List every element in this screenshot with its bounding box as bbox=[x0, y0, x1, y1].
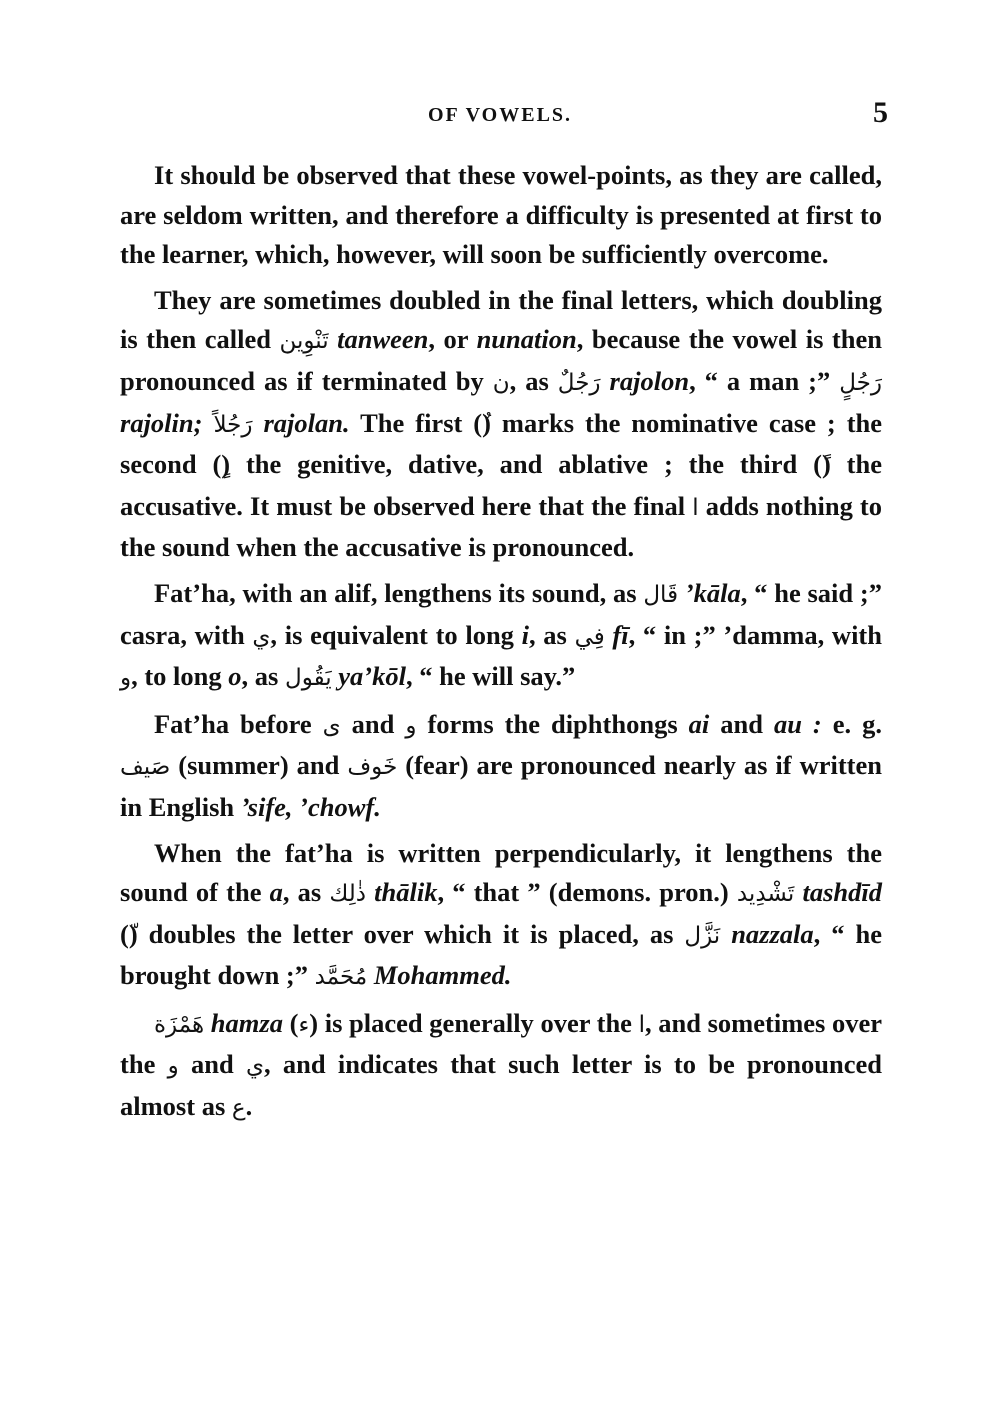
arabic-word: رَجُلٍ bbox=[839, 369, 882, 396]
paragraph bbox=[120, 1004, 882, 1129]
arabic-word: ن bbox=[492, 369, 510, 396]
text-run: (fear) are pronounced nearly as if written in English bbox=[120, 750, 883, 822]
italic-text: rajolon bbox=[600, 365, 690, 396]
italic-text: au : bbox=[773, 708, 822, 739]
italic-text: tashdīd bbox=[794, 877, 882, 908]
italic-text: Mohammed. bbox=[367, 960, 512, 991]
text-run: , to long bbox=[131, 661, 229, 692]
text-run: , as bbox=[529, 619, 575, 650]
text-run: When the fat’ha is written perpendicularly, it lengthens the sound of the bbox=[120, 837, 882, 908]
arabic-word: قَال bbox=[643, 581, 679, 608]
text-run: and bbox=[178, 1049, 246, 1080]
text-run: , because the vowel is then pronounced as if terminated by bbox=[120, 324, 882, 396]
text-run: , is equivalent to long bbox=[270, 619, 522, 650]
arabic-word: خَوف bbox=[347, 754, 398, 781]
text-run: Fat’ha, with an alif, lengthens its sound, as bbox=[154, 577, 644, 608]
arabic-word: و bbox=[120, 665, 132, 692]
arabic-word: و bbox=[167, 1053, 179, 1080]
italic-text: ai bbox=[688, 708, 710, 739]
text-run: , “ in ;” ’damma, with bbox=[628, 619, 882, 650]
italic-text: nazzala bbox=[720, 918, 814, 949]
arabic-word: هَمْزَة bbox=[154, 1011, 205, 1038]
text-run: ) marks the nominative case ; the second ( bbox=[120, 407, 883, 480]
text-run: Fat’ha before bbox=[154, 708, 323, 739]
text-run: The first ( bbox=[349, 407, 483, 438]
body-text bbox=[120, 156, 882, 1135]
text-run: It should be observed that these vowel-points, as they are called, are seldom written, and therefore a difficulty is presented at first to the learner, which, however, will soon be sufficiently overcome. bbox=[120, 160, 882, 270]
paragraph bbox=[120, 705, 882, 828]
text-run: , “ a man ;” bbox=[689, 365, 840, 396]
italic-text: thālik bbox=[365, 877, 438, 908]
italic-text: hamza bbox=[204, 1007, 283, 1038]
arabic-word: و bbox=[405, 712, 417, 739]
text-run: , or bbox=[428, 324, 477, 355]
arabic-word: ذٰلِك bbox=[329, 881, 366, 908]
page-header bbox=[0, 96, 1000, 136]
arabic-word: ي bbox=[245, 1053, 264, 1080]
arabic-word: رَجُلٌ bbox=[557, 369, 601, 396]
text-run: , “ that ” (demons. pron.) bbox=[437, 877, 737, 908]
italic-text: a bbox=[269, 877, 283, 908]
arabic-word: ا bbox=[638, 1011, 645, 1038]
arabic-word: صَيف bbox=[120, 754, 171, 781]
italic-text: o bbox=[228, 661, 242, 692]
italic-text: fī bbox=[604, 619, 629, 650]
text-run: e. g. bbox=[821, 708, 882, 739]
paragraph bbox=[120, 156, 882, 275]
text-run: , “ he said ;” casra, with bbox=[120, 577, 882, 650]
text-run: , and sometimes over the bbox=[120, 1007, 883, 1080]
text-run: forms the diphthongs bbox=[416, 708, 689, 739]
italic-text: i bbox=[521, 619, 529, 650]
text-run: , as bbox=[282, 877, 330, 908]
italic-text: ’sife, ’chowf. bbox=[240, 791, 381, 822]
text-run: , as bbox=[509, 365, 558, 396]
arabic-word: تَنْوِين bbox=[279, 328, 329, 355]
arabic-word: تَشْدِيد bbox=[736, 881, 795, 908]
arabic-word: يَقُول bbox=[285, 665, 332, 692]
text-run: adds nothing to the sound when the accusative is pronounced. bbox=[120, 490, 883, 563]
arabic-word: ع bbox=[231, 1095, 246, 1122]
arabic-word: فِي bbox=[574, 623, 605, 650]
text-run: ) is placed generally over the bbox=[309, 1007, 639, 1038]
paragraph bbox=[120, 281, 882, 568]
text-run: , “ he will say.” bbox=[405, 661, 576, 692]
text-run: They are sometimes doubled in the final letters, which doubling is then called bbox=[120, 284, 882, 355]
text-run: , as bbox=[241, 661, 285, 692]
text-run: and bbox=[340, 708, 406, 739]
italic-text: rajolan. bbox=[252, 407, 350, 438]
italic-text: tanween bbox=[328, 324, 429, 355]
arabic-word: ي bbox=[252, 623, 271, 650]
page-number: 5 bbox=[873, 96, 888, 129]
text-run: ( bbox=[120, 918, 129, 949]
paragraph bbox=[120, 834, 882, 998]
arabic-word: ء bbox=[298, 1011, 310, 1038]
text-run: . bbox=[245, 1091, 253, 1122]
text-run: ) the genitive, dative, and ablative ; the third ( bbox=[221, 449, 822, 480]
text-run: and bbox=[709, 708, 774, 739]
italic-text: nunation bbox=[476, 324, 577, 355]
arabic-word: ا bbox=[692, 494, 699, 521]
running-title: OF VOWELS. bbox=[427, 104, 573, 126]
text-run: , “ he brought down ;” bbox=[120, 918, 882, 991]
italic-text: rajolin; bbox=[120, 407, 214, 438]
text-run: ( bbox=[282, 1007, 299, 1038]
paragraph bbox=[120, 574, 882, 699]
arabic-word: نَزَّل bbox=[684, 922, 721, 949]
text-run: ) doubles the letter over which it is placed, as bbox=[128, 918, 685, 949]
italic-text: ’kāla bbox=[678, 577, 741, 608]
text-run: (summer) and bbox=[170, 750, 348, 781]
arabic-word: ى bbox=[322, 712, 341, 739]
arabic-word: مُحَمَّد bbox=[314, 964, 368, 991]
arabic-word: رَجُلاً bbox=[213, 411, 253, 438]
italic-text: ya’kōl bbox=[331, 661, 406, 692]
text-run: ) the accusative. It must be observed here that the final bbox=[120, 449, 882, 521]
text-run: , and indicates that such letter is to be pronounced almost as bbox=[120, 1049, 883, 1122]
